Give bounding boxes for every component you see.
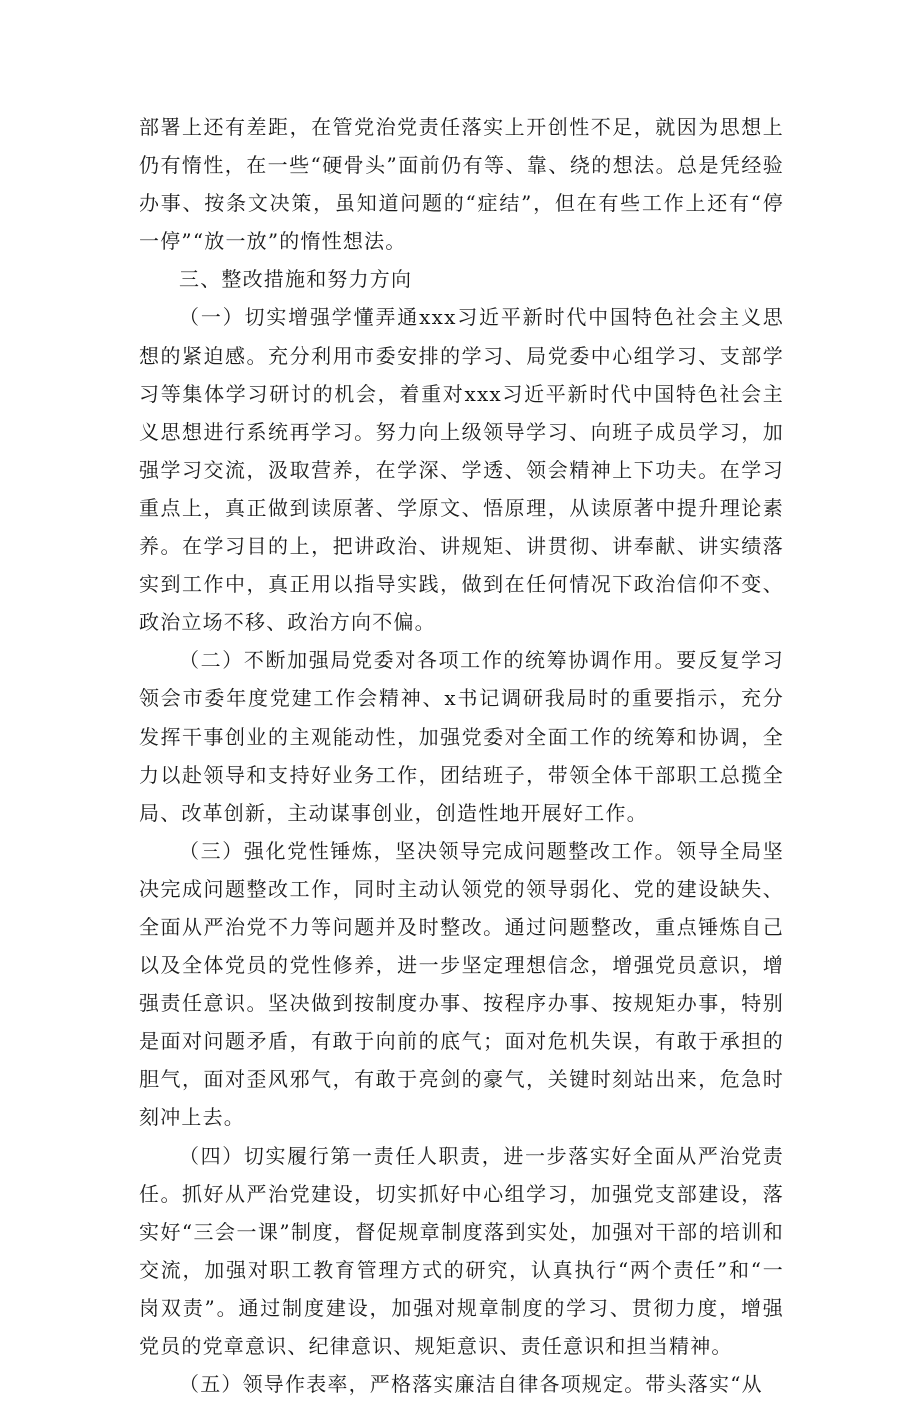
paragraph-item-3: （三）强化党性锤炼，坚决领导完成问题整改工作。领导全局坚决完成问题整改工作，同时主动认领党的领导弱化、党的建设缺失、全面从严治党不力等问题并及时整改。通过问题整改，重点锤炼自己以及全体党员的党性修养，进一步坚定理想信念，增强党员意识，增强责任意识。坚决做到按制度办事、按程序办事、按规矩办事，特别是面对问题矛盾，有敢于向前的底气；面对危机失误，有敢于承担的胆气，面对歪风邪气，有敢于亮剑的豪气，关键时刻站出来，危急时刻冲上去。 [139,838,784,1130]
paragraph-item-5: （五）领导作表率，严格落实廉洁自律各项规定。带头落实“从 [179,1372,763,1397]
paragraph-item-2: （二）不断加强局党委对各项工作的统筹协调作用。要反复学习领会市委年度党建工作会精神、x书记调研我局时的重要指示，充分发挥干事创业的主观能动性，加强党委对全面工作的统筹和协调，全力以赴领导和支持好业务工作，团结班子，带领全体干部职工总揽全局、改革创新，主动谋事创业，创造性地开展好工作。 [139,648,784,825]
section-heading: 三、整改措施和努力方向 [179,267,413,292]
paragraph-item-1: （一）切实增强学懂弄通xxx习近平新时代中国特色社会主义思想的紧迫感。充分利用市委安排的学习、局党委中心组学习、支部学习等集体学习研讨的机会，着重对xxx习近平新时代中国特色社会主义思想进行系统再学习。努力向上级领导学习、向班子成员学习，加强学习交流，汲取营养，在学深、学透、领会精神上下功夫。在学习重点上，真正做到读原著、学原文、悟原理，从读原著中提升理论素养。在学习目的上，把讲政治、讲规矩、讲贯彻、讲奉献、讲实绩落实到工作中，真正用以指导实践，做到在任何情况下政治信仰不变、政治立场不移、政治方向不偏。 [139,305,784,635]
document-body [139,108,784,1403]
paragraph-item-4: （四）切实履行第一责任人职责，进一步落实好全面从严治党责任。抓好从严治党建设，切实抓好中心组学习，加强党支部建设，落实好“三会一课”制度，督促规章制度落到实处，加强对干部的培训和交流，加强对职工教育管理方式的研究，认真执行“两个责任”和“一岗双责”。通过制度建设，加强对规章制度的学习、贯彻力度，增强党员的党章意识、纪律意识、规矩意识、责任意识和担当精神。 [139,1143,784,1358]
paragraph-continuation: 部署上还有差距，在管党治党责任落实上开创性不足，就因为思想上仍有惰性，在一些“硬骨头”面前仍有等、靠、绕的想法。总是凭经验办事、按条文决策，虽知道问题的“症结”，但在有些工作上还有“停一停”“放一放”的惰性想法。 [139,115,784,254]
